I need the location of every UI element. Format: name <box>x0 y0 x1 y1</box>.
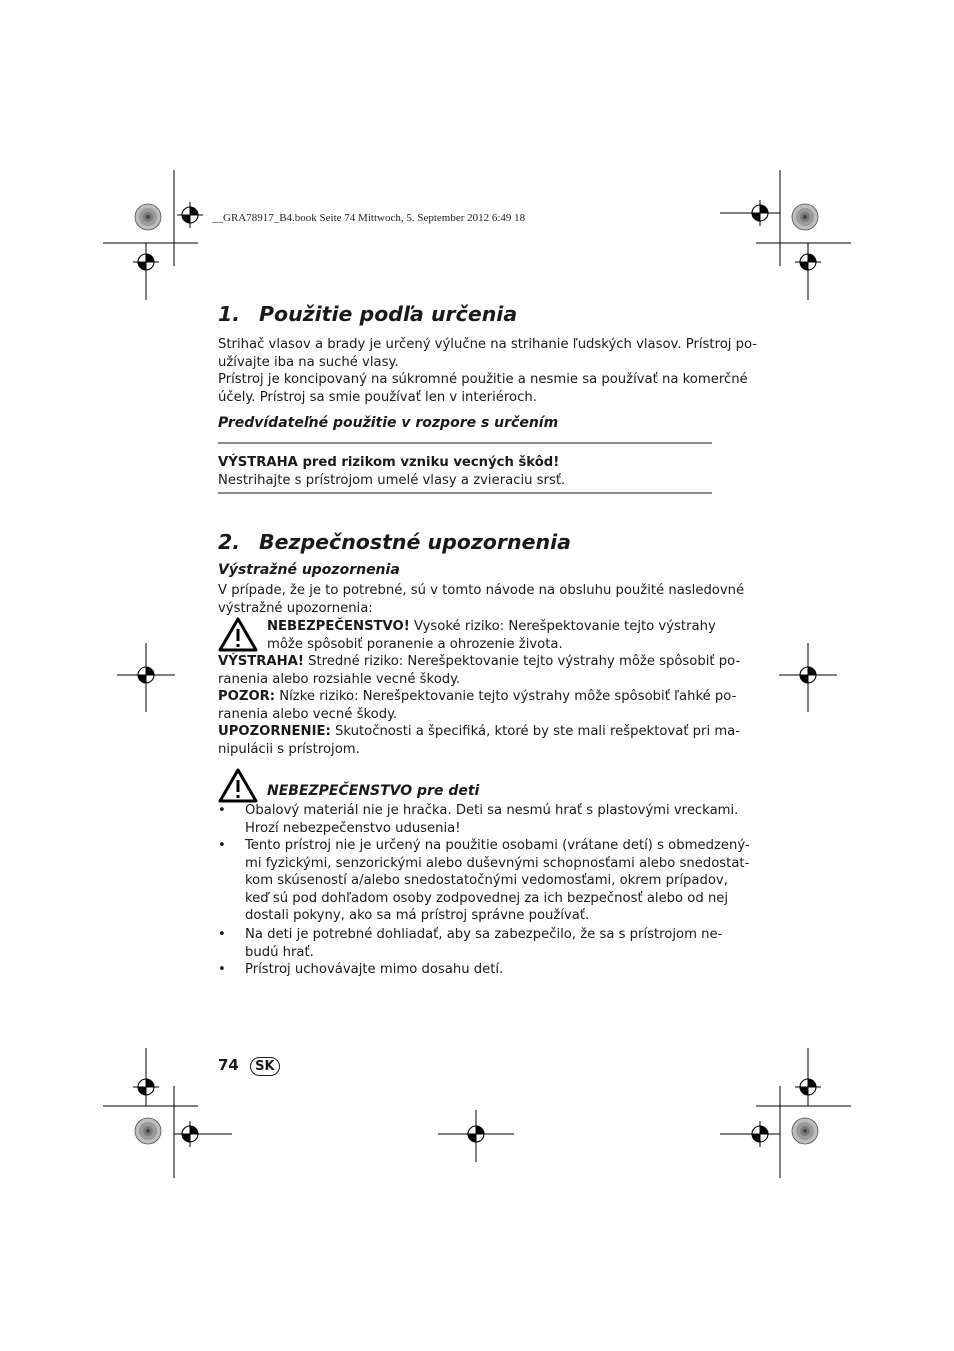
bullet-marker: • <box>218 838 226 853</box>
list-item <box>245 802 738 837</box>
warning-triangle-icon <box>218 768 258 803</box>
bullet-marker: • <box>218 803 226 818</box>
registration-mark-icon <box>463 1121 489 1147</box>
registration-mark-icon <box>747 1121 773 1147</box>
text-line: účely. Prístroj sa smie používať len v interiéroch. <box>218 389 537 405</box>
danger-text: môže spôsobiť poranenie a ohrozenie života. <box>267 636 563 652</box>
registration-mark-icon <box>747 200 773 226</box>
registration-mark-icon <box>133 662 159 688</box>
text-line: užívajte iba na suché vlasy. <box>218 354 399 370</box>
text-line: Prístroj je koncipovaný na súkromné použitie a nesmie sa používať na komerčné <box>218 372 748 387</box>
warning-label: VÝSTRAHA! <box>218 654 304 669</box>
color-target-icon <box>792 204 818 230</box>
bullet-marker: • <box>218 962 226 977</box>
subheading-misuse: Predvídateľné použitie v rozpore s určením <box>218 415 559 431</box>
text-line: Na deti je potrebné dohliadať, aby sa zabezpečilo, že sa s prístrojom ne- <box>245 927 723 942</box>
caution-text: Nízke riziko: Nerešpektovanie tejto výstrahy môže spôsobiť ľahké po- <box>275 689 737 704</box>
warning-definition <box>218 653 741 688</box>
warning-title: VÝSTRAHA pred rizikom vzniku vecných škôd! <box>218 455 560 470</box>
page-footer <box>218 1056 280 1076</box>
list-item <box>245 926 722 961</box>
notice-definition <box>218 723 741 758</box>
language-badge: SK <box>250 1057 279 1076</box>
divider <box>218 492 712 494</box>
section-1-heading <box>218 302 517 326</box>
property-damage-warning <box>218 454 712 489</box>
text-line: budú hrať. <box>245 944 314 960</box>
registration-mark-icon <box>795 249 821 275</box>
section-number: 1. <box>218 302 241 326</box>
notice-text: Skutočnosti a špecifiká, ktoré by ste mali rešpektovať pri ma- <box>330 724 741 739</box>
text-line: keď sú pod dohľadom osoby zodpovednej za ich bezpečnosť alebo od nej <box>245 890 729 906</box>
notice-text: nipulácii s prístrojom. <box>218 741 360 757</box>
registration-mark-icon <box>177 202 203 228</box>
text-line: Strihač vlasov a brady je určený výlučne na strihanie ľudských vlasov. Prístroj po- <box>218 337 758 352</box>
caution-text: ranenia alebo vecné škody. <box>218 706 398 722</box>
registration-mark-icon <box>795 662 821 688</box>
registration-mark-icon <box>177 1121 203 1147</box>
text-line: Obalový materiál nie je hračka. Deti sa nesmú hrať s plastovými vreckami. <box>245 803 739 818</box>
text-line: výstražné upozornenia: <box>218 600 373 616</box>
page-number: 74 <box>218 1056 239 1074</box>
subheading-warnings: Výstražné upozornenia <box>218 562 400 578</box>
registration-mark-icon <box>795 1074 821 1100</box>
section-1-paragraph-2 <box>218 371 748 406</box>
warning-text: ranenia alebo rozsiahle vecné škody. <box>218 671 461 687</box>
text-line: mi fyzickými, senzorickými alebo duševnými schopnosťami alebo snedostat- <box>245 855 750 871</box>
bullet-marker: • <box>218 927 226 942</box>
text-line: Prístroj uchovávajte mimo dosahu detí. <box>245 962 504 977</box>
registration-mark-icon <box>133 1074 159 1100</box>
children-danger-heading: NEBEZPEČENSTVO pre deti <box>267 783 480 799</box>
section-number: 2. <box>218 530 241 554</box>
danger-text: Vysoké riziko: Nerešpektovanie tejto výstrahy <box>409 619 716 634</box>
caution-label: POZOR: <box>218 689 276 704</box>
text-line: Tento prístroj nie je určený na použitie osobami (vrátane detí) s obmedzený- <box>245 838 750 853</box>
color-target-icon <box>135 1118 161 1144</box>
registration-mark-icon <box>133 249 159 275</box>
text-line: Hrozí nebezpečenstvo udusenia! <box>245 820 461 836</box>
list-item <box>245 961 503 979</box>
color-target-icon <box>792 1118 818 1144</box>
divider <box>218 442 712 444</box>
text-line: kom skúseností a/alebo snedostatočnými vedomosťami, okrem prípadov, <box>245 873 728 888</box>
text-line: V prípade, že je to potrebné, sú v tomto návode na obsluhu použité nasledovné <box>218 583 745 598</box>
section-1-paragraph-1 <box>218 336 758 371</box>
print-header: __GRA78917_B4.book Seite 74 Mittwoch, 5. September 2012 6:49 18 <box>212 212 526 224</box>
caution-definition <box>218 688 737 723</box>
warning-text: Nestrihajte s prístrojom umelé vlasy a zvieraciu srsť. <box>218 472 566 488</box>
warning-triangle-icon <box>218 617 258 652</box>
warning-text: Stredné riziko: Nerešpektovanie tejto výstrahy môže spôsobiť po- <box>303 654 741 669</box>
color-target-icon <box>135 204 161 230</box>
section-title: Bezpečnostné upozornenia <box>259 530 571 554</box>
notice-label: UPOZORNENIE: <box>218 724 331 739</box>
section-2-heading <box>218 530 571 554</box>
text-line: dostali pokyny, ako sa má prístroj správne používať. <box>245 908 590 923</box>
list-item <box>245 837 750 925</box>
intro-paragraph <box>218 582 745 617</box>
danger-label: NEBEZPEČENSTVO! <box>267 619 410 634</box>
section-title: Použitie podľa určenia <box>259 302 518 326</box>
danger-definition <box>267 618 716 653</box>
